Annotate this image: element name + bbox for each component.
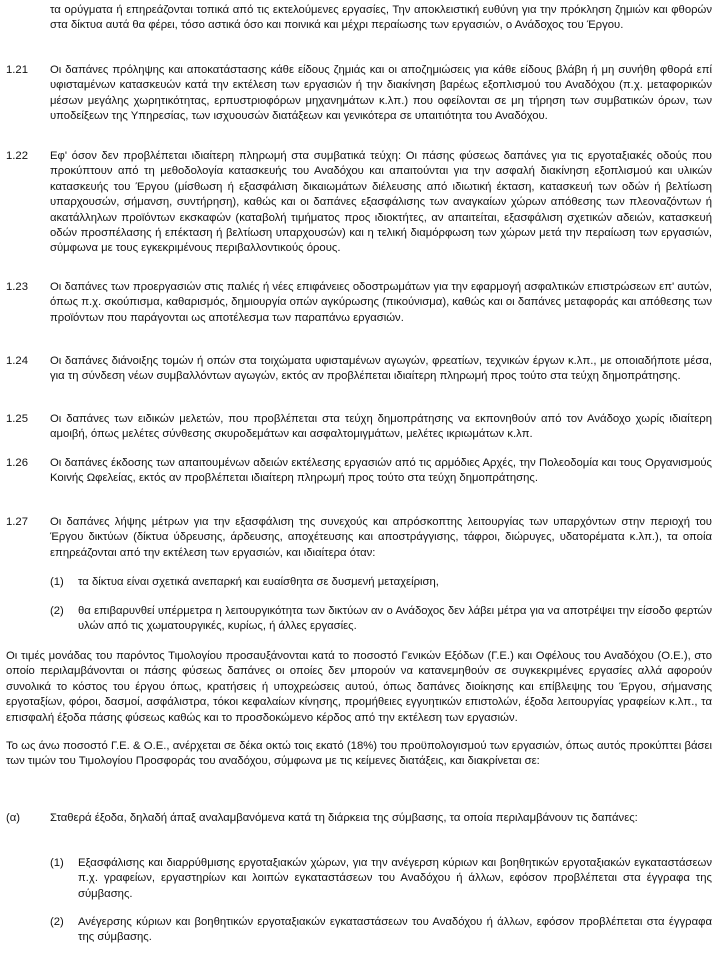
subitem-number: (2) xyxy=(50,605,64,617)
intro-paragraph: τα ορύγματα ή επηρεάζονται τοπικά από τις εκτελούμενες εργασίες, Την αποκλειστική ευθύνη για την πρόκληση ζημιών και φθορών στα δίκτυα αυτά θα φέρει, τόσο αστικά όσο και ποινικά και μέχρι περαίωσης των εργασιών, ο Ανάδοχος του Έργου. xyxy=(50,4,712,32)
clause-number: 1.23 xyxy=(6,281,28,293)
clause-text: Οι δαπάνες των ειδικών μελετών, που προβλέπεται στα τεύχη δημοπράτησης να εκπονηθούν από τον Ανάδοχο χωρίς ιδιαίτερη αμοιβή, όπως μελέτες σύνθεσης σκυροδεμάτων και ασφαλτομιγμάτων, μελέτες ικριωμάτων κ.λπ. xyxy=(50,413,712,441)
clause-text: Οι δαπάνες διάνοιξης τομών ή οπών στα τοιχώματα υφισταμένων αγωγών, φρεατίων, τεχνικών έργων κ.λπ., με οποιαδήποτε μέσα, για τη σύνδεση νέων συμβαλλόντων αγωγών, εκτός αν προβλέπεται ιδιαίτερη πληρωμή προς τούτο στα τεύχη δημοπράτησης. xyxy=(50,355,712,383)
clause-text: Εφ' όσον δεν προβλέπεται ιδιαίτερη πληρωμή στα συμβατικά τεύχη: Οι πάσης φύσεως δαπάνες για τις εργοταξιακές οδούς που προκύπτουν από τη μεθοδολογία κατασκευής του Αναδόχου και απαιτούνται για την ασφαλή διακίνηση εξοπλισμού και υλικών κατασκευής του Έργου (μίσθωση ή εξασφάλιση δικαιωμάτων διέλευσης από ιδιωτική έκταση, κατασκευή των οδών ή βελτίωση υπαρχουσών, σήμανση, συντήρηση), καθώς και οι δαπάνες εξασφάλισης των αναγκαίων χώρων απόθεσης των πλεοναζόντων ή ακατάλληλων προϊόντων εκσκαφών (καταβολή τιμήματος προς ιδιοκτήτες, αν απαιτείται, εξασφάλιση σχετικών αδειών, κατασκευή οδών προσπέλασης ή επέκταση ή βελτίωση υπαρχουσών) και η τελική διαμόρφωση των χώρων μετά την περαίωση των εργασιών, σύμφωνα με τους εγκεκριμένους περιβαλλοντικούς όρους. xyxy=(50,150,712,255)
subitem-text: θα επιβαρυνθεί υπέρμετρα η λειτουργικότητα των δικτύων αν ο Ανάδοχος δεν λάβει μέτρα για να αποτρέψει την είσοδο φερτών υλών από τις χωματουργικές, κυρίως, ή άλλες εργασίες. xyxy=(78,605,712,633)
clause-number: 1.25 xyxy=(6,413,28,425)
subitem-text: Εξασφάλισης και διαρρύθμισης εργοταξιακών χώρων, για την ανέγερση κύριων και βοηθητικών εργοταξιακών εγκαταστάσεων π.χ. γραφείων, εργαστηρίων και λοιπών εγκαταστάσεων του Αναδόχου ή άλλων, εφόσον προβλέπεται στα έγγραφα της σύμβασης. xyxy=(78,857,712,900)
percentage-paragraph: Το ως άνω ποσοστό Γ.Ε. & Ο.Ε., ανέρχεται σε δέκα οκτώ τοις εκατό (18%) του προϋπολογισμού των εργασιών, όπως αυτός προκύπτει βάσει των τιμών του Τιμολογίου Προσφοράς του αναδόχου, σύμφωνα με τις κείμενες διατάξεις, και διακρίνεται σε: xyxy=(6,740,712,768)
subitem-number: (1) xyxy=(50,857,64,869)
clause-text: Οι δαπάνες έκδοσης των απαιτουμένων αδειών εκτέλεσης εργασιών από τις αρμόδιες Αρχές, την Πολεοδομία και τους Οργανισμούς Κοινής Ωφελείας, εκτός αν προβλέπεται ιδιαίτερη πληρωμή προς τούτο στα τεύχη δημοπράτησης. xyxy=(50,457,712,485)
clause-text: Οι δαπάνες πρόληψης και αποκατάστασης κάθε είδους ζημιάς και οι αποζημιώσεις για κάθε είδους βλάβη ή μη συνήθη φθορά επί υφισταμένων κατασκευών κατά την εκτέλεση των εργασιών ή την διακίνηση βαρέως εξοπλισμού του Αναδόχου (π.χ. μεταφορικών μέσων μεγάλης χωρητικότητας, ερπυστριοφόρων μηχανημάτων κ.λπ.) που οφείλονται σε μη τήρηση των συμβατικών όρων, των υποδείξεων της Υπηρεσίας, των ισχυουσών διατάξεων και γενικότερα σε υπαιτιότητα του Αναδόχου. xyxy=(50,64,712,123)
subitem-number: (2) xyxy=(50,916,64,928)
subitem-text: τα δίκτυα είναι σχετικά ανεπαρκή και ευαίσθητα σε δυσμενή μεταχείριση, xyxy=(78,576,439,588)
clause-number: 1.27 xyxy=(6,516,28,528)
item-text: Σταθερά έξοδα, δηλαδή άπαξ αναλαμβανόμενα κατά τη διάρκεια της σύμβασης, τα οποία περιλαμβάνουν τις δαπάνες: xyxy=(50,812,638,824)
unit-prices-paragraph: Οι τιμές μονάδας του παρόντος Τιμολογίου προσαυξάνονται κατά το ποσοστό Γενικών Εξόδων (Γ.Ε.) και Οφέλους του Αναδόχου (Ο.Ε.), στο οποίο περιλαμβάνονται οι πάσης φύσεως δαπάνες οι οποίες δεν μπορούν να κατανεμηθούν σε συγκεκριμένες εργασίες αλλά αφορούν συνολικά το κόστος του έργου όπως, κρατήσεις ή υποχρεώσεις αυτού, όπως δαπάνες διοίκησης και επίβλεψης του Έργου, σήμανσης εργοταξίων, φόροι, δασμοί, ασφάλιστρα, τόκοι κεφαλαίων κίνησης, προμήθειες εγγυητικών επιστολών, έξοδα λειτουργίας γραφείων κ.λπ., τα επισφαλή έξοδα πάσης φύσεως καθώς και το προσδοκώμενο κέρδος από την εκτέλεση των εργασιών. xyxy=(6,650,712,724)
clause-text: Οι δαπάνες λήψης μέτρων για την εξασφάλιση της συνεχούς και απρόσκοπτης λειτουργίας των υπαρχόντων στην περιοχή του Έργου δικτύων (δίκτυα ύδρευσης, άρδευσης, αποχέτευσης και αποστράγγισης, τάφροι, διώρυγες, υδατορέματα κ.λπ.), τα οποία επηρεάζονται από την εκτέλεση των εργασιών, και ιδιαίτερα όταν: xyxy=(50,516,712,559)
clause-number: 1.26 xyxy=(6,457,28,469)
subitem-number: (1) xyxy=(50,576,64,588)
item-number: (α) xyxy=(6,812,21,824)
clause-number: 1.21 xyxy=(6,64,28,76)
clause-number: 1.22 xyxy=(6,150,28,162)
clause-text: Οι δαπάνες των προεργασιών στις παλιές ή νέες επιφάνειες οδοστρωμάτων για την εφαρμογή ασφαλτικών επιστρώσεων επ' αυτών, όπως π.χ. σκούπισμα, καθαρισμός, δημιουργία οπών αγκύρωσης (πικούνισμα), καθώς και οι δαπάνες μεταφοράς και απόθεσης των προϊόντων που παράγονται ως αποτέλεσμα των παραπάνω εργασιών. xyxy=(50,281,712,324)
subitem-text: Ανέγερσης κύριων και βοηθητικών εργοταξιακών εγκαταστάσεων του Αναδόχου ή άλλων, εφόσον προβλέπεται στα έγγραφα της σύμβασης. xyxy=(78,916,712,944)
clause-number: 1.24 xyxy=(6,355,28,367)
